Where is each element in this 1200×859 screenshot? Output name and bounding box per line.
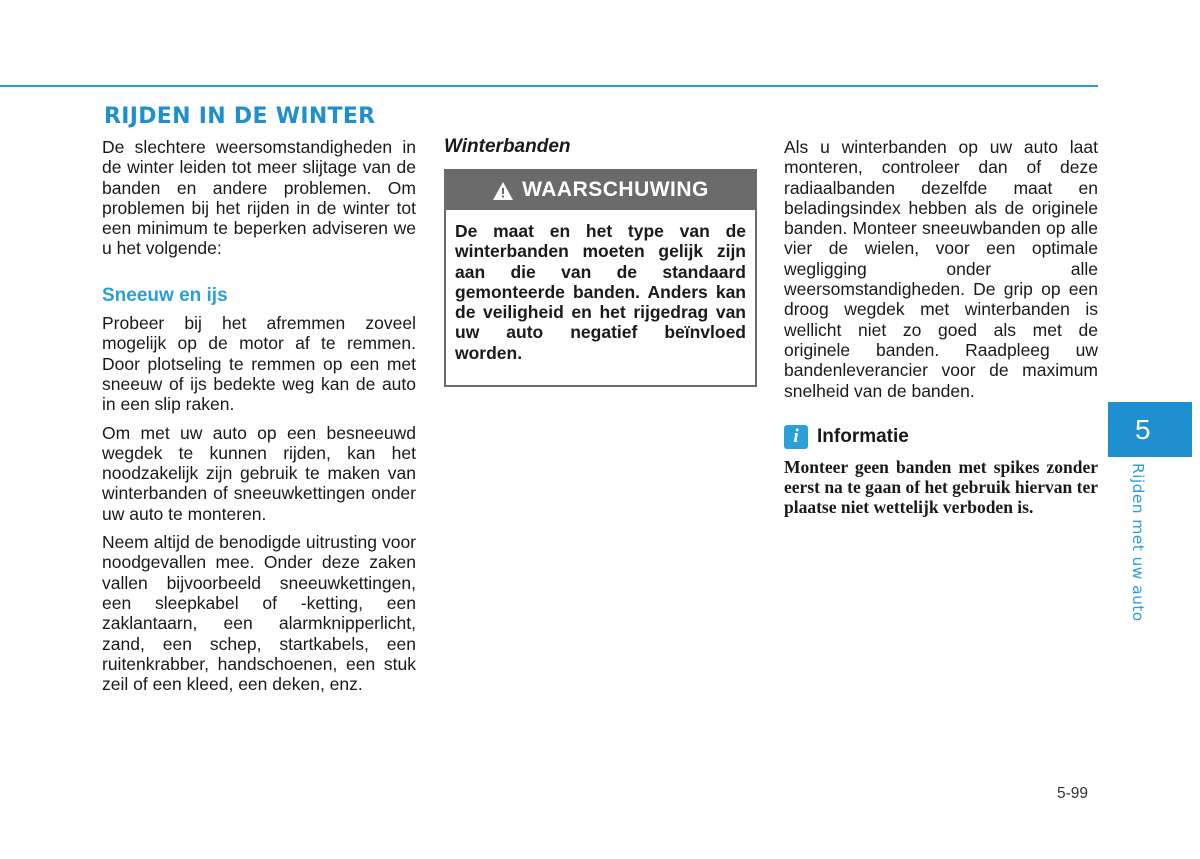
- page-number: 5-99: [1057, 785, 1089, 802]
- chapter-number: 5: [1135, 413, 1151, 445]
- info-icon: i: [784, 425, 808, 449]
- intro-paragraph: De slechtere weersomstandigheden in de winter leiden tot meer slijtage van de banden en andere problemen. Om problemen bij het rijden in de winter tot een minimum te beperken adviseren we u het volgende:: [102, 137, 416, 259]
- warning-label: WAARSCHUWING: [522, 178, 709, 202]
- winter-tires-body: Als u winterbanden op uw auto laat monteren, controleer dan of deze radiaalbanden dezelfde maat en beladingsindex hebben als de originele banden. Monteer sneeuwbanden op alle vier de wielen, voor een optimale wegligging onder alle weersomstandigheden. De grip op een droog wegdek met winterbanden is wellicht niet zo goed als met de originele banden. Raadpleeg uw bandenleverancier voor de maximum snelheid van de banden.: [784, 137, 1098, 401]
- header-rule: [0, 85, 1098, 87]
- column-right: [784, 137, 1098, 526]
- warning-text: De maat en het type van de winterbanden moeten gelijk zijn aan die van de standaard gemonteerde banden. Anders kan de veiligheid en het rijgedrag van uw auto negatief beïnvloed worden.: [455, 221, 746, 363]
- warning-box: [444, 169, 757, 387]
- info-text: Monteer geen banden met spikes zonder eerst na te gaan of het gebruik hiervan ter plaatse niet wettelijk verboden is.: [784, 456, 1098, 518]
- column-left: [102, 137, 416, 702]
- chapter-tab: [1108, 402, 1192, 457]
- snow-ice-heading: Sneeuw en ijs: [102, 284, 228, 306]
- page-title: RIJDEN IN DE WINTER: [104, 104, 376, 129]
- column-middle: [444, 137, 757, 387]
- warning-header: [446, 171, 755, 210]
- warning-triangle-icon: [492, 181, 514, 201]
- snow-paragraph-1: Probeer bij het afremmen zoveel mogelijk op de motor af te remmen. Door plotseling te remmen op een met sneeuw of ijs bedekte weg kan de auto in een slip raken.: [102, 313, 416, 415]
- snow-paragraph-3: Neem altijd de benodigde uitrusting voor noodgevallen mee. Onder deze zaken vallen bijvoorbeeld sneeuwkettingen, een sleepkabel of -ketting, een zaklantaarn, een alarmknipperlicht, zand, een schep, startkabels, een ruitenkrabber, handschoenen, een stuk zeil of een kleed, een deken, enz.: [102, 532, 416, 695]
- snow-paragraph-2: Om met uw auto op een besneeuwd wegdek te kunnen rijden, kan het noodzakelijk zijn gebruik te maken van winterbanden of sneeuwkettingen onder uw auto te monteren.: [102, 422, 416, 524]
- winter-tires-heading: Winterbanden: [444, 136, 571, 157]
- info-title: Informatie: [817, 425, 909, 447]
- chapter-label: Rijden met uw auto: [1129, 463, 1147, 622]
- info-header: [784, 425, 1098, 449]
